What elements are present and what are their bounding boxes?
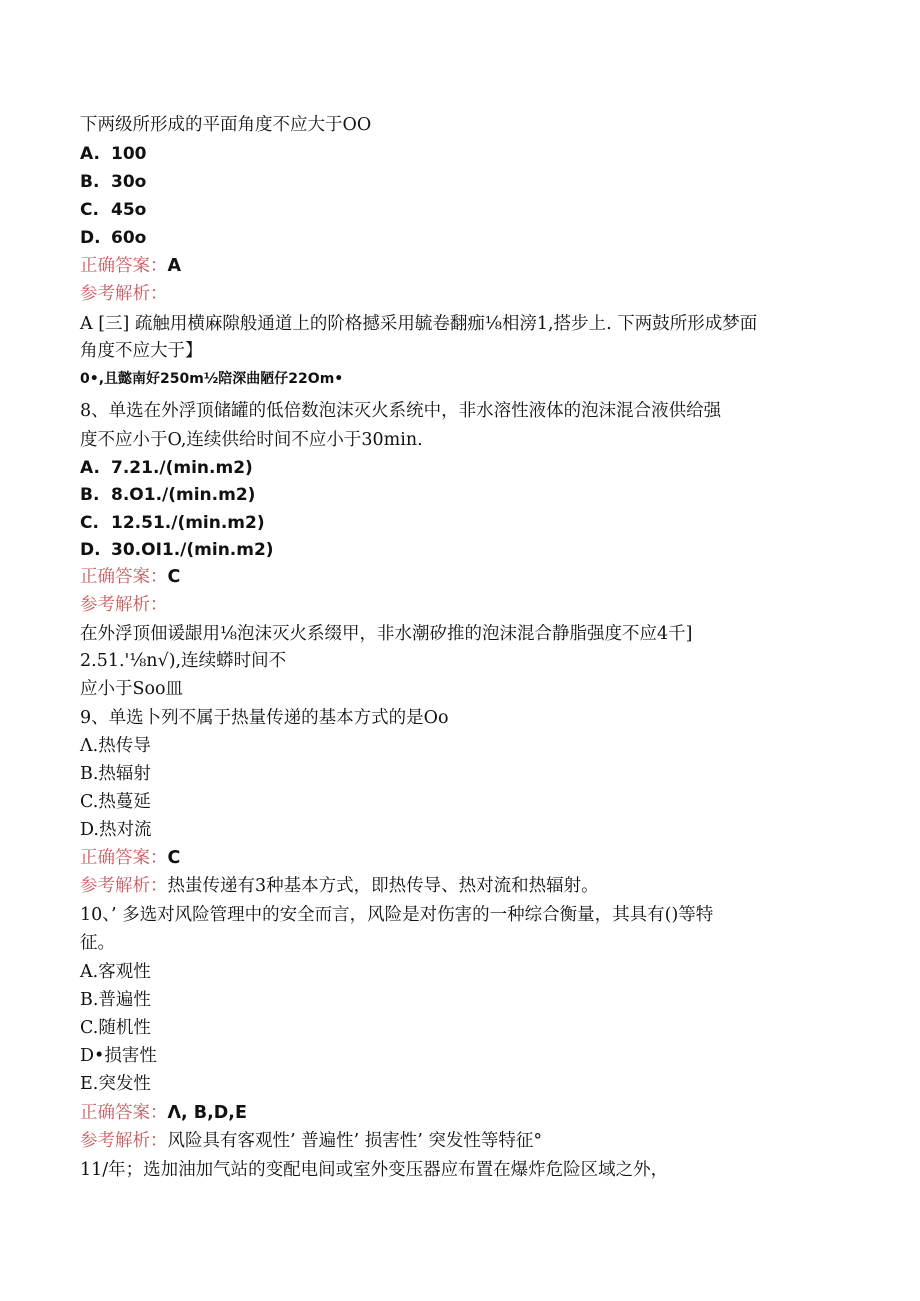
- q8-answer: [80, 565, 180, 589]
- q9-option-d: D.热对流: [80, 820, 152, 840]
- q7-option-d: [80, 226, 146, 250]
- q7-option-b: [80, 170, 146, 194]
- q9-option-c: C.热蔓延: [80, 792, 151, 812]
- q10-option-e: E.突发性: [80, 1074, 151, 1094]
- q10-option-d: D•损害性: [80, 1046, 157, 1066]
- q8-option-c: [80, 511, 265, 535]
- q10-stem-line1: 10、’ 多选对风险管理中的安全而言，风险是对伤害的一种综合衡量，其具有()等特: [80, 905, 714, 925]
- q8-option-d: [80, 538, 274, 562]
- q8-option-a-text: 7.21./(min.m2): [111, 458, 253, 478]
- q7-option-c-text: 45o: [111, 200, 147, 220]
- q10-analysis: [80, 1129, 542, 1153]
- q8-option-a-key: A.: [80, 458, 100, 478]
- q7-option-a: [80, 142, 147, 166]
- q9-analysis-text: 热蚩传递有3种基本方式，即热传导、热对流和热辐射。: [167, 876, 599, 896]
- q8-option-b-key: B.: [80, 485, 100, 505]
- q7-option-a-key: A.: [80, 144, 100, 164]
- q10-option-c: C.随机性: [80, 1018, 151, 1038]
- q7-analysis-line1: A [三] 疏触用横麻隙般通道上的阶格撼采用毓卷翻痂⅛相滂1,搭步上. 下两鼓所形成梦面: [80, 314, 758, 334]
- q10-analysis-text: 风险具有客观性’ 普遍性’ 损害性’ 突发性等特征°: [167, 1131, 543, 1151]
- q7-option-d-key: D.: [80, 228, 101, 248]
- q9-option-b: B.热辐射: [80, 764, 151, 784]
- q9-answer-value: C: [167, 848, 181, 868]
- q8-answer-value: C: [167, 567, 181, 587]
- q8-analysis-line3: 应小于Soo皿: [80, 679, 184, 699]
- q8-option-d-text: 30.OI1./(min.m2): [111, 540, 274, 560]
- q8-option-b: [80, 483, 255, 507]
- q9-analysis-label: 参考解析：: [80, 876, 168, 896]
- q8-option-b-text: 8.O1./(min.m2): [111, 485, 256, 505]
- q7-answer-value: A: [167, 256, 182, 276]
- q7-answer: [80, 254, 181, 278]
- q7-option-c: [80, 198, 146, 222]
- q8-answer-label: 正确答案：: [80, 567, 168, 587]
- q7-option-b-text: 30o: [111, 172, 147, 192]
- q9-option-a: Λ.热传导: [80, 736, 151, 756]
- q9-stem: 9、单选卜列不属于热量传递的基本方式的是Oo: [80, 708, 449, 728]
- q8-analysis-line1: 在外浮顶佃谖龈用⅛泡沫灭火系缀甲，非水潮矽推的泡沫混合静脂强度不应4千]: [80, 624, 693, 644]
- q8-option-d-key: D.: [80, 540, 101, 560]
- q7-analysis-line3: 0•,且懿南好250m½陪深曲陋仔22Om•: [80, 371, 344, 387]
- q10-answer-label: 正确答案：: [80, 1103, 168, 1123]
- q9-answer-label: 正确答案：: [80, 848, 168, 868]
- q8-option-c-key: C.: [80, 513, 99, 533]
- q10-analysis-label: 参考解析：: [80, 1131, 168, 1151]
- q8-option-c-text: 12.51./(min.m2): [111, 513, 265, 533]
- q10-answer: [80, 1101, 247, 1125]
- q9-analysis: [80, 874, 599, 898]
- q7-option-c-key: C.: [80, 200, 99, 220]
- q7-option-a-text: 100: [111, 144, 147, 164]
- q10-stem-line2: 征。: [80, 933, 115, 953]
- q7-stem-tail: 下两级所形成的平面角度不应大于OO: [80, 115, 372, 135]
- q7-answer-label: 正确答案：: [80, 256, 168, 276]
- q8-analysis-label: 参考解析：: [80, 595, 168, 615]
- q10-option-a: A.客观性: [80, 962, 151, 982]
- q7-analysis-label: 参考解析：: [80, 284, 168, 304]
- q10-answer-value: Λ, B,D,E: [167, 1103, 247, 1123]
- q8-stem-line1: 8、单选在外浮顶储罐的低倍数泡沫灭火系统中，非水溶性液体的泡沫混合液供给强: [80, 401, 722, 421]
- q7-option-d-text: 60o: [111, 228, 147, 248]
- q11-stem: 11/年；选加油加气站的变配电间或室外变压器应布置在爆炸危险区域之外，: [80, 1160, 669, 1180]
- q8-stem-line2: 度不应小于O,连续供给时间不应小于30min.: [80, 430, 423, 450]
- q7-option-b-key: B.: [80, 172, 100, 192]
- q10-option-b: B.普遍性: [80, 990, 151, 1010]
- q9-answer: [80, 846, 180, 870]
- q8-option-a: [80, 456, 253, 480]
- q7-analysis-line2: 角度不应大于】: [80, 341, 203, 361]
- q8-analysis-line2: 2.51.'⅛n√),连续蟒时间不: [80, 651, 287, 671]
